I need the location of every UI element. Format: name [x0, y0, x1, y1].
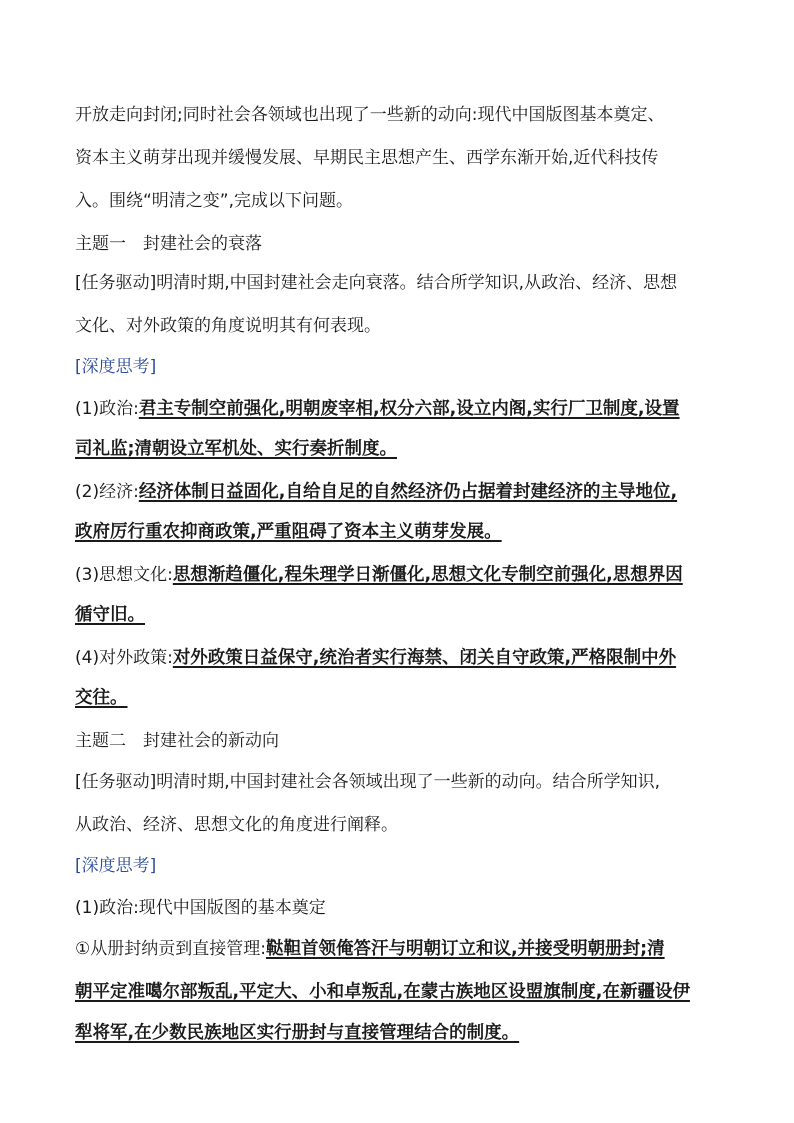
question-1a-label: ①从册封纳贡到直接管理:: [75, 939, 266, 959]
point-1-label: (1)政治:: [75, 399, 139, 419]
point-2-answer-b: 政府厉行重农抑商政策,严重阻碍了资本主义萌芽发展。: [75, 522, 502, 542]
deep-thinking-label-1: [深度思考]: [75, 357, 157, 377]
question-1-heading: (1)政治:现代中国版图的基本奠定: [75, 898, 326, 918]
task-two-line-2: 从政治、经济、思想文化的角度进行阐释。: [75, 815, 398, 835]
question-1a-answer-c: 犁将军,在少数民族地区实行册封与直接管理结合的制度。: [75, 1023, 520, 1043]
point-4-line-1: [75, 646, 725, 670]
theme-two-heading: 主题二 封建社会的新动向: [75, 731, 279, 751]
point-3-answer-a: 思想渐趋僵化,程朱理学日渐僵化,思想文化专制空前强化,思想界因: [172, 565, 683, 585]
point-3-answer-b: 循守旧。: [75, 605, 145, 625]
intro-line-3: 入。围绕“明清之变”,完成以下问题。: [75, 191, 354, 211]
theme-one-heading: 主题一 封建社会的衰落: [75, 234, 262, 254]
point-4-answer-a: 对外政策日益保守,统治者实行海禁、闭关自守政策,严格限制中外: [172, 648, 677, 668]
point-3-line-2: [75, 603, 725, 627]
question-1a-line-3: [75, 1021, 725, 1045]
point-2-line-2: [75, 520, 725, 544]
point-1-line-2: [75, 437, 725, 461]
point-2-answer-a: 经济体制日益固化,自给自足的自然经济仍占据着封建经济的主导地位,: [138, 482, 678, 502]
question-1a-answer-b: 朝平定准噶尔部叛乱,平定大、小和卓叛乱,在蒙古族地区设盟旗制度,在新疆设伊: [75, 982, 690, 1002]
point-1-line-1: [75, 397, 725, 421]
question-1a-answer-a: 鞑靼首领俺答汗与明朝订立和议,并接受明朝册封;清: [265, 939, 665, 959]
point-2-label: (2)经济:: [75, 482, 139, 502]
task-one-line-1: [任务驱动]明清时期,中国封建社会走向衰落。结合所学知识,从政治、经济、思想: [75, 273, 678, 293]
intro-line-1: 开放走向封闭;同时社会各领域也出现了一些新的动向:现代中国版图基本奠定、: [75, 105, 665, 125]
intro-line-2: 资本主义萌芽出现并缓慢发展、早期民主思想产生、西学东渐开始,近代科技传: [75, 148, 659, 168]
point-1-answer-a: 君主专制空前强化,明朝废宰相,权分六部,设立内阁,实行厂卫制度,设置: [138, 399, 680, 419]
task-two-line-1: [任务驱动]明清时期,中国封建社会各领域出现了一些新的动向。结合所学知识,: [75, 772, 661, 792]
deep-thinking-label-2: [深度思考]: [75, 856, 157, 876]
question-1a-line-2: [75, 980, 725, 1004]
point-4-answer-b: 交往。: [75, 688, 128, 708]
question-1a-line-1: [75, 937, 725, 961]
point-4-line-2: [75, 686, 725, 710]
point-3-line-1: [75, 563, 725, 587]
point-3-label: (3)思想文化:: [75, 565, 173, 585]
point-2-line-1: [75, 480, 725, 504]
point-1-answer-b: 司礼监;清朝设立军机处、实行奏折制度。: [75, 439, 397, 459]
point-4-label: (4)对外政策:: [75, 648, 173, 668]
task-one-line-2: 文化、对外政策的角度说明其有何表现。: [75, 316, 381, 336]
